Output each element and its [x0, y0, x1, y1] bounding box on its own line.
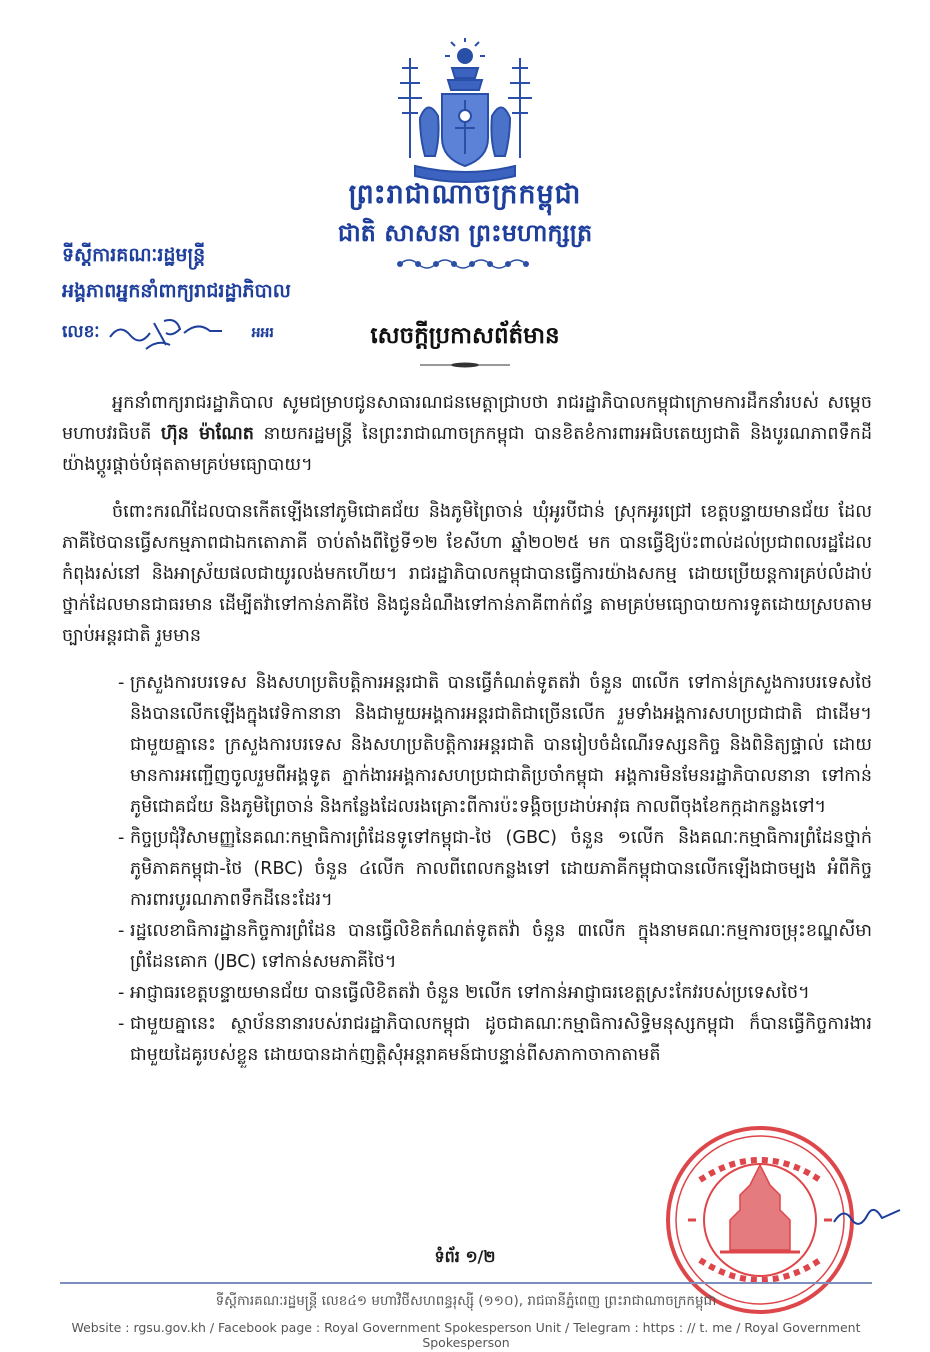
- title-underline: [420, 362, 510, 368]
- measures-list: [62, 668, 872, 1071]
- document-body: [62, 388, 872, 1071]
- prime-minister-name: ហ៊ុន ម៉ាណែត: [160, 424, 254, 444]
- reference-suffix: អអរ: [251, 324, 274, 341]
- document-title: សេចក្តីប្រកាសព័ត៌មាន: [370, 323, 560, 349]
- decorative-ornament-icon: [390, 256, 540, 272]
- issuer-office: ទីស្តីការគណៈរដ្ឋមន្ត្រី: [62, 244, 206, 266]
- list-item: - អាជ្ញាធរខេត្តបន្ទាយមានជ័យ បានធ្វើលិខិតតវ៉ា ចំនួន ២លើក ទៅកាន់អាជ្ញាធរខេត្តស្រះកែវរបស់ប្រទេសថៃ។: [118, 983, 810, 1003]
- royal-coat-of-arms-icon: [380, 38, 550, 188]
- footer-address: ទីស្តីការគណៈរដ្ឋមន្ត្រី លេខ៤១ មហាវិថីសហពន្ធរុស្ស៊ី (១១០), រាជធានីភ្នំពេញ ព្រះរាជាណាចក្រកម្ពុជា: [215, 1293, 717, 1309]
- list-item: - រដ្ឋលេខាធិការដ្ឋានកិច្ចការព្រំដែន បានធ្វើលិខិតកំណត់ទូតតវ៉ា ចំនួន ៣លើក ក្នុងនាមគណៈកម្មការចម្រុះខណ្ឌសីមាព្រំដែនគោក (JBC) ទៅកាន់សមភាគីថៃ។: [118, 921, 872, 972]
- reference-label: លេខៈ: [62, 321, 100, 342]
- paragraph-intro-a: អ្នកនាំពាក្យរាជរដ្ឋាភិបាល សូមជម្រាបជូនសាធារណជនមេត្តាជ្រាបថា រាជរដ្ឋាភិបាលកម្ពុជាក្រោមការដឹកនាំរបស់ សម្តេចមហាបវរធិបតី: [62, 393, 872, 444]
- paragraph-context: ចំពោះករណីដែលបានកើតឡើងនៅភូមិជោគជ័យ និងភូមិព្រៃចាន់ ឃុំអូរបីជាន់ ស្រុកអូរជ្រៅ ខេត្តបន្ទាយមានជ័យ ដែលភាគីថៃបានធ្វើសកម្មភាពជាឯកតោភាគី ចាប់តាំងពីថ្ងៃទី១២ ខែសីហា ឆ្នាំ២០២៥ មក បានធ្វើឱ្យប៉ះពាល់ដល់ប្រជាពលរដ្ឋដែលកំពុងរស់នៅ និងអាស្រ័យផលជាយូរលង់មកហើយ។ រាជរដ្ឋាភិបាលកម្ពុជាបានធ្វើការយ៉ាងសកម្ម ដោយប្រើយន្តការគ្រប់លំដាប់ថ្នាក់ដែលមានជាធរមាន ដើម្បីតវ៉ាទៅកាន់ភាគីថៃ និងជូនដំណឹងទៅកាន់ភាគីពាក់ព័ន្ធ តាមគ្រប់មធ្យោបាយការទូតដោយស្របតាមច្បាប់អន្តរជាតិ រួមមាន: [62, 502, 872, 646]
- signature-icon: [830, 1196, 910, 1236]
- handwritten-reference-number: [106, 315, 246, 351]
- kingdom-title: ព្រះរាជាណាចក្រកម្ពុជា: [348, 179, 582, 210]
- footer-links: Website : rgsu.gov.kh / Facebook page : Royal Government Spokesperson Unit / Telegram : https : // t. me / Royal Government Spokesperson: [71, 1320, 861, 1350]
- footer-divider: [60, 1282, 872, 1284]
- kingdom-motto: ជាតិ សាសនា ព្រះមហាក្សត្រ: [337, 219, 593, 247]
- list-item: - ជាមួយគ្នានេះ ស្ថាប័ននានារបស់រាជរដ្ឋាភិបាលកម្ពុជា ដូចជាគណៈកម្មាធិការសិទ្ធិមនុស្សកម្ពុជា ក៏បានធ្វើកិច្ចការងារជាមួយដៃគូរបស់ខ្លួន ដោយបានដាក់ញត្តិសុំអន្តរាគមន៍ជាបន្ទាន់ពីសភាកាចាកាតាមតី: [118, 1014, 872, 1065]
- paragraph-intro: [62, 388, 872, 481]
- paragraph-intro-b: នាយករដ្ឋមន្ត្រី នៃព្រះរាជាណាចក្រកម្ពុជា បានខិតខំការពារអធិបតេយ្យជាតិ និងបូរណភាពទឹកដីយ៉ាងប្តូរផ្តាច់បំផុតតាមគ្រប់មធ្យោបាយ។: [62, 424, 873, 475]
- page-number: ទំព័រ ១/២: [434, 1247, 496, 1266]
- list-item: - ក្រសួងការបរទេស និងសហប្រតិបត្តិការអន្តរជាតិ បានធ្វើកំណត់ទូតតវ៉ា ចំនួន ៣លើក ទៅកាន់ក្រសួងការបរទេសថៃ និងបានលើកឡើងក្នុងវេទិកានានា និងជាមួយអង្គការអន្តរជាតិជាច្រើនលើក រួមទាំងអង្គការសហប្រជាជាតិ ជាដើម។ ជាមួយគ្នានេះ ក្រសួងការបរទេស និងសហប្រតិបត្តិការអន្តរជាតិ បានរៀបចំដំណើរទស្សនកិច្ច និងពិនិត្យផ្ទាល់ ដោយមានការអញ្ជើញចូលរួមពីអង្គទូត ភ្នាក់ងារអង្គការសហប្រជាជាតិប្រចាំកម្ពុជា អង្គការមិនមែនរដ្ឋាភិបាលនានា ទៅកាន់ភូមិជោគជ័យ និងភូមិព្រៃចាន់ និងកន្លែងដែលរងគ្រោះពីការប៉ះទង្គិចប្រដាប់អាវុធ កាលពីចុងខែកក្កដាកន្លងទៅ។: [118, 673, 872, 817]
- issuer-unit: អង្គភាពអ្នកនាំពាក្យរាជរដ្ឋាភិបាល: [62, 280, 291, 302]
- list-item: - កិច្ចប្រជុំវិសាមញ្ញនៃគណៈកម្មាធិការព្រំដែនទូទៅកម្ពុជា-ថៃ (GBC) ចំនួន ១លើក និងគណៈកម្មាធិការព្រំដែនថ្នាក់ភូមិភាគកម្ពុជា-ថៃ (RBC) ចំនួន ៤លើក កាលពីពេលកន្លងទៅ ដោយភាគីកម្ពុជាបានលើកឡើងជាចម្បង អំពីកិច្ចការពារបូរណភាពទឹកដីនេះដែរ។: [118, 828, 872, 910]
